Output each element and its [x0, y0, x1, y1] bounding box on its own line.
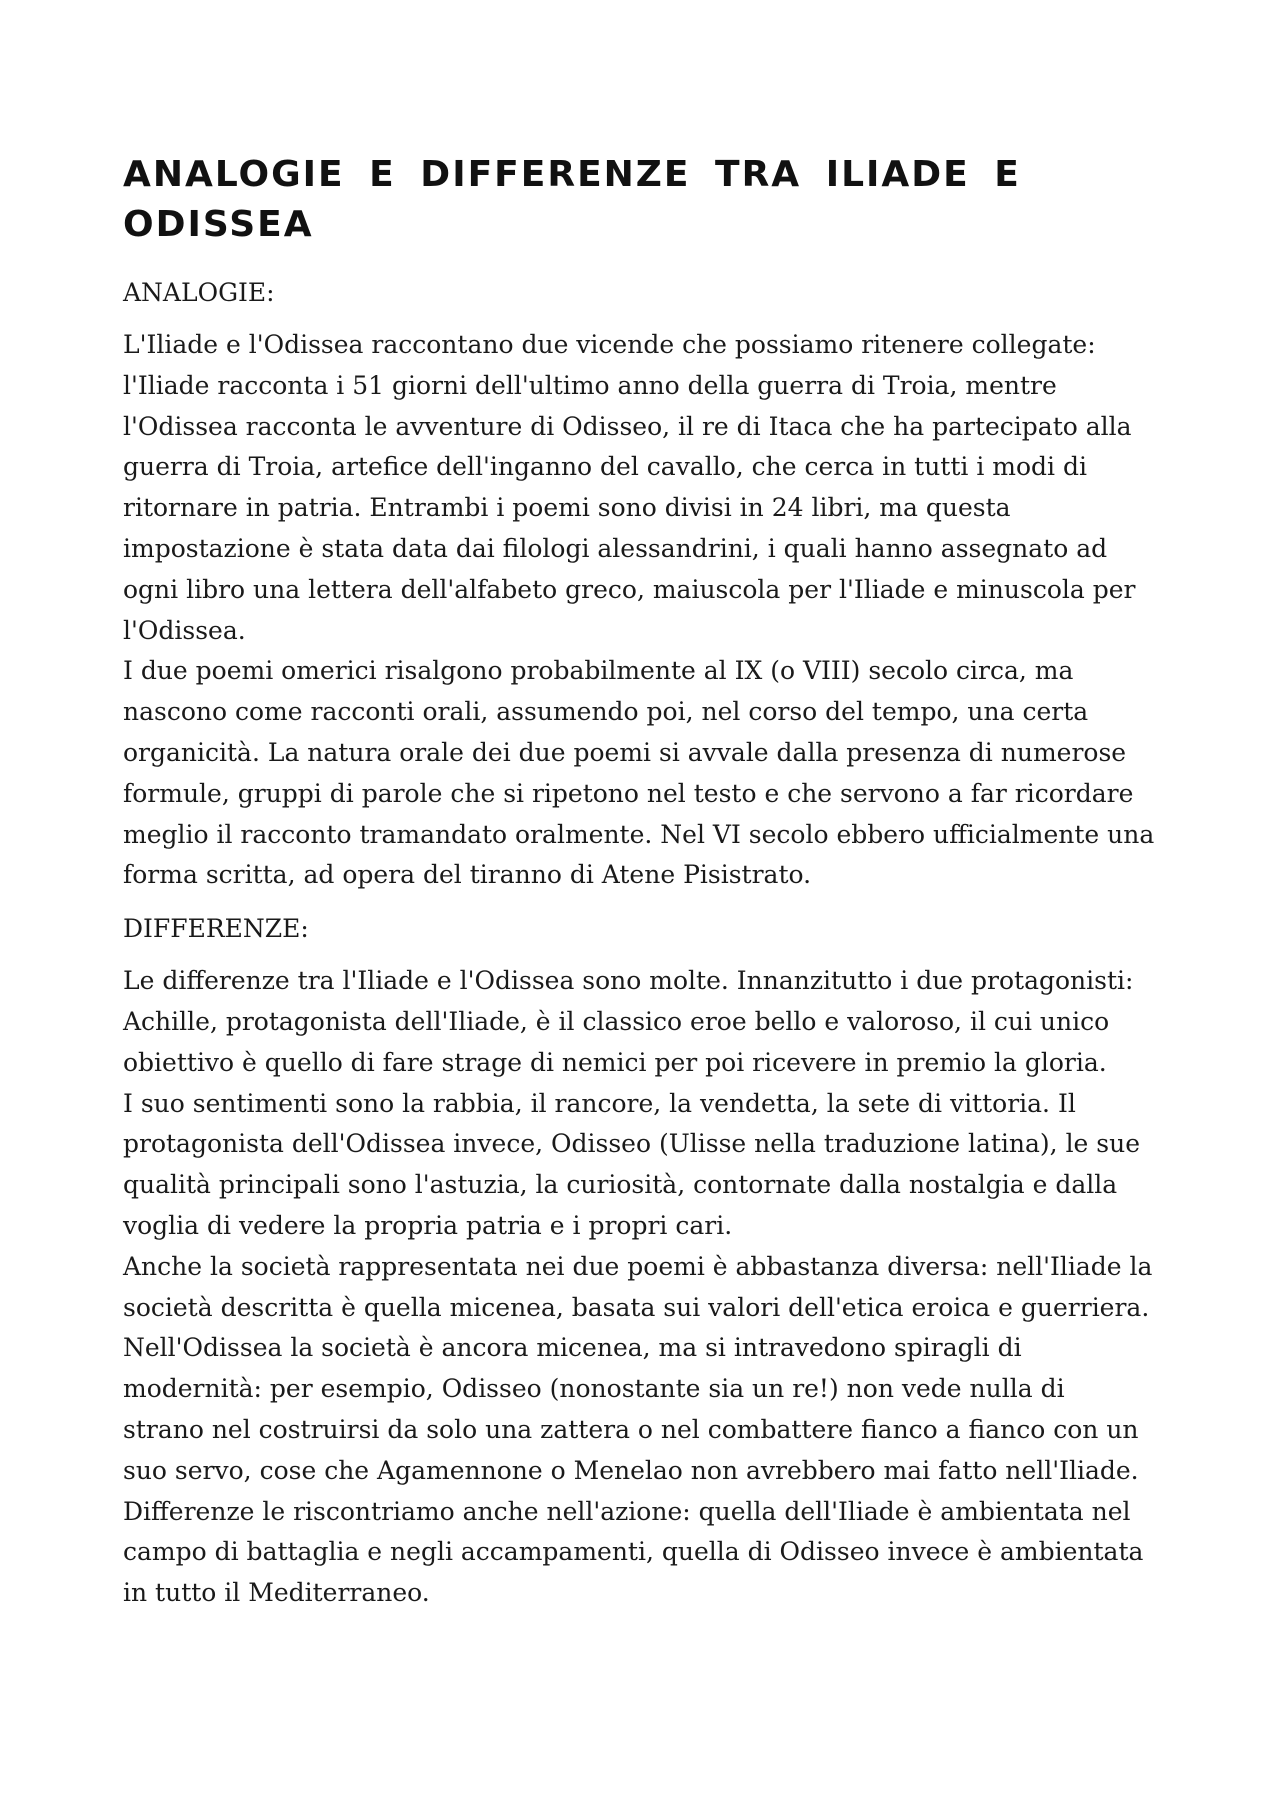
differences-paragraph-4	[123, 1492, 1168, 1614]
differences-paragraph-2	[123, 1084, 1168, 1247]
text-line: L'Iliade e l'Odissea raccontano due vicende che possiamo ritenere collegate:	[123, 330, 1096, 359]
analogies-paragraph-2	[123, 651, 1168, 896]
text-line: in tutto il Mediterraneo.	[123, 1578, 430, 1608]
text-line: ritornare in patria. Entrambi i poemi sono divisi in 24 libri, ma questa	[123, 493, 1011, 523]
text-line: forma scritta, ad opera del tiranno di Atene Pisistrato.	[123, 860, 812, 890]
text-line: strano nel costruirsi da solo una zattera o nel combattere fianco a fianco con un	[123, 1414, 1139, 1444]
section-label-differences: DIFFERENZE:	[123, 914, 309, 944]
text-line: impostazione è stata data dai filologi alessandrini, i quali hanno assegnato ad	[123, 533, 1108, 563]
document-title	[123, 150, 1168, 250]
text-line: I due poemi omerici risalgono probabilmente al IX (o VIII) secolo circa, ma	[123, 656, 1074, 686]
text-line: qualità principali sono l'astuzia, la curiosità, contornate dalla nostalgia e dalla	[123, 1170, 1118, 1200]
text-line: nascono come racconti orali, assumendo poi, nel corso del tempo, una certa	[123, 697, 1089, 727]
analogies-paragraph-1	[123, 325, 1168, 651]
analogies-section	[123, 325, 1168, 896]
section-label-analogies: ANALOGIE:	[123, 278, 275, 307]
text-line: Achille, protagonista dell'Iliade, è il classico eroe bello e valoroso, il cui unico	[123, 1006, 1110, 1036]
text-line: protagonista dell'Odissea invece, Odisseo (Ulisse nella traduzione latina), le sue	[123, 1129, 1141, 1159]
text-line: formule, gruppi di parole che si ripetono nel testo e che servono a far ricordare	[123, 778, 1134, 808]
text-line: organicità. La natura orale dei due poemi si avvale dalla presenza di numerose	[123, 737, 1127, 767]
text-line: guerra di Troia, artefice dell'inganno del cavallo, che cerca in tutti i modi di	[123, 452, 1087, 482]
text-line: l'Odissea racconta le avventure di Odisseo, il re di Itaca che ha partecipato alla	[123, 411, 1132, 441]
differences-paragraph-1	[123, 961, 1168, 1083]
text-line: suo servo, cose che Agamennone o Menelao non avrebbero mai fatto nell'Iliade.	[123, 1455, 1139, 1485]
text-line: meglio il racconto tramandato oralmente. Nel VI secolo ebbero ufficialmente una	[123, 819, 1155, 849]
title-line-2: ODISSEA	[123, 204, 314, 245]
text-line: voglia di vedere la propria patria e i propri cari.	[123, 1210, 733, 1240]
text-line: Nell'Odissea la società è ancora micenea, ma si intravedono spiragli di	[123, 1333, 1022, 1363]
text-line: l'Iliade racconta i 51 giorni dell'ultimo anno della guerra di Troia, mentre	[123, 370, 1057, 400]
text-line: obiettivo è quello di fare strage di nemici per poi ricevere in premio la gloria.	[123, 1047, 1107, 1077]
document-page	[123, 150, 1168, 1626]
text-line: Differenze le riscontriamo anche nell'azione: quella dell'Iliade è ambientata nel	[123, 1496, 1131, 1526]
text-line: I suo sentimenti sono la rabbia, il rancore, la vendetta, la sete di vittoria. Il	[123, 1088, 1076, 1118]
title-line-1: ANALOGIE E DIFFERENZE TRA ILIADE E	[123, 154, 1021, 195]
text-line: Le differenze tra l'Iliade e l'Odissea sono molte. Innanzitutto i due protagonisti:	[123, 966, 1134, 996]
text-line: modernità: per esempio, Odisseo (nonostante sia un re!) non vede nulla di	[123, 1374, 1065, 1404]
text-line: campo di battaglia e negli accampamenti, quella di Odisseo invece è ambientata	[123, 1537, 1144, 1567]
differences-paragraph-3	[123, 1247, 1168, 1492]
text-line: ogni libro una lettera dell'alfabeto greco, maiuscola per l'Iliade e minuscola per	[123, 574, 1136, 604]
text-line: l'Odissea.	[123, 615, 246, 645]
text-line: società descritta è quella micenea, basata sui valori dell'etica eroica e guerriera.	[123, 1292, 1150, 1322]
text-line: Anche la società rappresentata nei due poemi è abbastanza diversa: nell'Iliade la	[123, 1251, 1153, 1281]
differences-section	[123, 961, 1168, 1614]
